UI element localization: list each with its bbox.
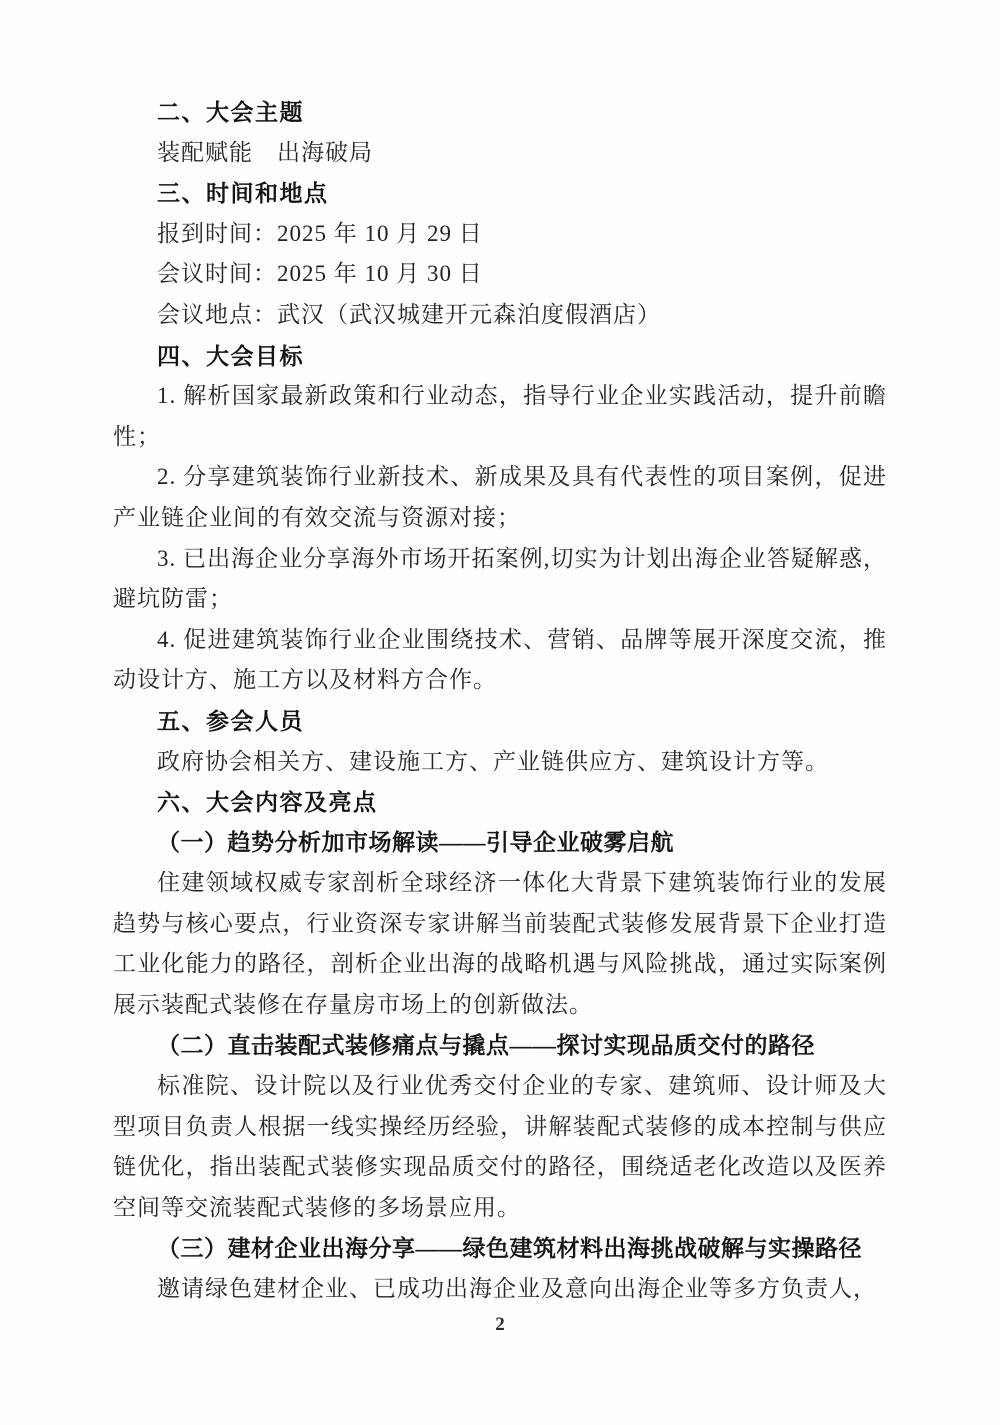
paragraph-goal-2: 2. 分享建筑装饰行业新技术、新成果及具有代表性的项目案例，促进产业链企业间的有效交流与资源对接； [113, 464, 887, 530]
paragraph-goal-1: 1. 解析国家最新政策和行业动态，指导行业企业实践活动，提升前瞻性； [113, 383, 887, 449]
page-number: 2 [495, 1314, 505, 1335]
paragraph-highlight-2: 标准院、设计院以及行业优秀交付企业的专家、建筑师、设计师及大型项目负责人根据一线实操经历经验，讲解装配式装修的成本控制与供应链优化，指出装配式装修实现品质交付的路径，围绕适老化改造以及医养空间等交流装配式装修的多场景应用。 [113, 1073, 887, 1221]
section-heading-goals: 四、大会目标 [157, 342, 304, 369]
section-heading-time-place: 三、时间和地点 [157, 180, 329, 207]
paragraph-meeting-location: 会议地点：武汉（武汉城建开元森泊度假酒店） [157, 301, 661, 327]
paragraph-highlight-3: 邀请绿色建材企业、已成功出海企业及意向出海企业等多方负责人， [157, 1276, 877, 1302]
subsection-heading-3: （三）建材企业出海分享——绿色建筑材料出海挑战破解与实操路径 [157, 1235, 862, 1261]
subsection-heading-2: （二）直击装配式装修痛点与撬点——探讨实现品质交付的路径 [157, 1032, 815, 1058]
paragraph-goal-3: 3. 已出海企业分享海外市场开拓案例,切实为计划出海企业答疑解惑，避坑防雷； [113, 545, 887, 612]
paragraph-checkin-date: 报到时间：2025 年 10 月 29 日 [157, 220, 483, 246]
paragraph-goal-4: 4. 促进建筑装饰行业企业围绕技术、营销、品牌等展开深度交流，推动设计方、施工方以及材料方合作。 [113, 626, 887, 693]
section-heading-participants: 五、参会人员 [157, 707, 304, 734]
section-heading-theme: 二、大会主题 [157, 99, 304, 125]
document-body [113, 92, 887, 1310]
paragraph-participants: 政府协会相关方、建设施工方、产业链供应方、建筑设计方等。 [157, 748, 829, 774]
paragraph-theme-slogan: 装配赋能 出海破局 [157, 139, 373, 165]
subsection-heading-1: （一）趋势分析加市场解读——引导企业破雾启航 [157, 829, 674, 855]
paragraph-meeting-date: 会议时间：2025 年 10 月 30 日 [157, 261, 483, 287]
section-heading-highlights: 六、大会内容及亮点 [157, 789, 378, 816]
paragraph-highlight-1: 住建领域权威专家剖析全球经济一体化大背景下建筑装饰行业的发展趋势与核心要点，行业资深专家讲解当前装配式装修发展背景下企业打造工业化能力的路径，剖析企业出海的战略机遇与风险挑战，通过实际案例展示装配式装修在存量房市场上的创新做法。 [113, 870, 887, 1018]
